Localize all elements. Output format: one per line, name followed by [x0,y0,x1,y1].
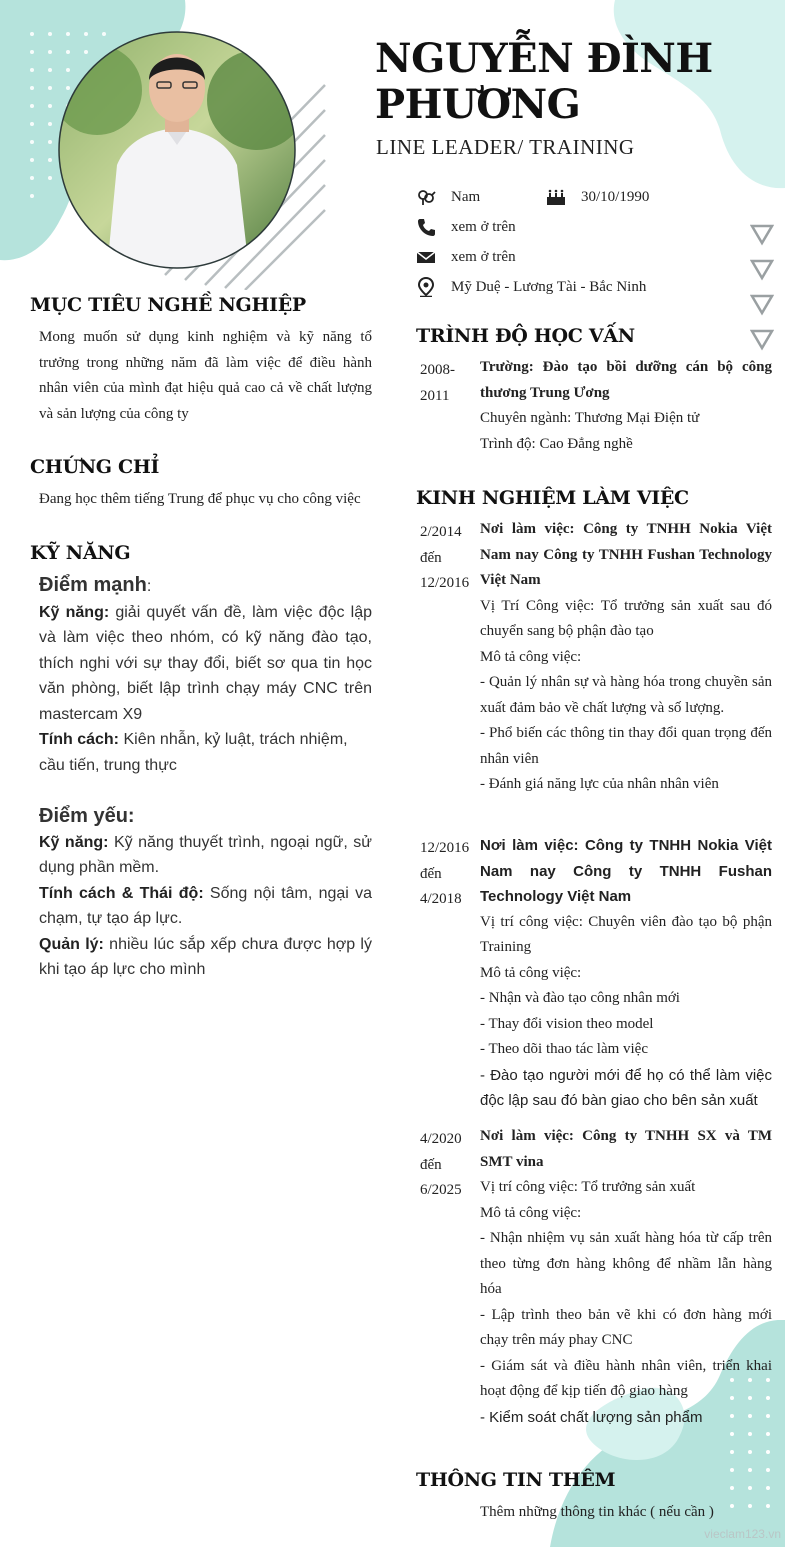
job-1-bullet: - Phổ biến các thông tin thay đổi quan trọng đến nhân viên [480,725,772,767]
education-heading: TRÌNH ĐỘ HỌC VẤN [416,325,635,347]
strength-skill-label: Kỹ năng: [39,603,110,621]
strengths-title: Điểm mạnh [39,574,147,596]
weakness-skill-text: Kỹ năng thuyết trình, ngoại ngữ, sử dụng phần mềm. [39,833,372,876]
job-3-bullet: - Lập trình theo bản vẽ khi có đơn hàng mới chạy trên máy phay CNC [480,1306,772,1348]
avatar [57,30,297,270]
name-line-2: PHƯƠNG [375,81,581,128]
extra-text: Thêm những thông tin khác ( nếu cần ) [480,1504,714,1520]
job-1-mid: đến [420,549,442,566]
job-1-to: 12/2016 [420,575,470,591]
job-1-position: Vị Trí Công việc: Tổ trưởng sản xuất sau đó chuyển sang bộ phận đào tạo [480,597,772,639]
job-2-company: Nơi làm việc: Công ty TNHH Nokia Việt Nam nay Công ty TNHH Fushan Technology Việt Nam [480,837,772,905]
job-3-company: Nơi làm việc: Công ty TNHH SX và TM SMT vina [480,1128,772,1170]
job-3-mid: đến [420,1156,442,1173]
job-1-from: 2/2014 [420,524,462,540]
education-level: Trình độ: Cao Đẳng nghề [480,435,633,452]
strength-skill-text: giải quyết vấn đề, làm việc độc lập và làm việc theo nhóm, có kỹ năng đào tạo, thích nghi với sự thay đổi, biết sơ qua tin học văn phòng, biết lập trình chạy máy CNC trên mastercam X9 [39,603,372,723]
job-3-details [480,1124,772,1430]
job-3-desc-label: Mô tả công việc: [480,1204,582,1221]
triangle-icon [750,329,774,351]
job-2-bullet: - Đào tạo người mới để họ có thể làm việc độc lập sau đó bàn giao cho bên sản xuất [480,1066,772,1109]
triangle-icon [750,259,774,281]
weakness-attitude-text: Sống nội tâm, ngại va chạm, tự tạo áp lực. [39,884,372,927]
job-2-to: 4/2018 [420,891,462,907]
objective-heading: MỤC TIÊU NGHỀ NGHIỆP [30,294,306,316]
job-3-to: 6/2025 [420,1182,462,1198]
job-title: LINE LEADER/ TRAINING [376,135,635,159]
weaknesses-title: Điểm yếu: [39,805,135,827]
mail-icon [416,247,436,267]
job-1-company: Nơi làm việc: Công ty TNHH Nokia Việt Nam nay Công ty TNHH Fushan Technology Việt Nam [480,521,772,588]
job-1-desc-label: Mô tả công việc: [480,648,582,665]
job-3-from: 4/2020 [420,1131,462,1147]
watermark: vieclam123.vn [704,1527,781,1541]
objective-text: Mong muốn sử dụng kinh nghiệm và kỹ năng tổ trưởng trong những năm đã làm việc để điều hành nhân viên của mình đạt hiệu quả cao cả về chất lượng và sản lượng của công ty [39,329,372,422]
education-details [480,355,772,457]
extra-heading: THÔNG TIN THÊM [416,1469,616,1491]
strength-personality-text: Kiên nhẫn, kỷ luật, trách nhiệm, [119,731,348,748]
strengths-block [39,573,372,778]
strength-personality-label: Tính cách: [39,731,120,748]
job-3-dates [420,1127,476,1204]
gender-icon [416,187,436,207]
location-icon [416,277,436,297]
education-date-from: 2008- [420,362,455,378]
weaknesses-block [39,804,372,983]
job-2-bullet: - Nhận và đào tạo công nhân mới [480,990,680,1006]
education-date-to: 2011 [420,387,450,404]
address-value: Mỹ Duệ - Lương Tài - Bắc Ninh [451,279,647,295]
job-1-details [480,517,772,798]
triangle-icon [750,294,774,316]
job-3-position: Vị trí công việc: Tổ trưởng sản xuất [480,1179,696,1195]
job-3-bullet: - Nhận nhiệm vụ sản xuất hàng hóa từ cấp trên theo từng đơn hàng không để nhầm lẫn hàng hóa [480,1230,772,1297]
cake-icon [546,187,566,207]
weakness-manage-label: Quản lý: [39,935,104,953]
certificates-heading: CHỨNG CHỈ [30,456,160,478]
gender-value: Nam [451,189,481,205]
strengths-colon: : [146,578,152,595]
name-line-1: NGUYỄN ĐÌNH [375,35,713,82]
job-1-bullet: - Đánh giá năng lực của nhân nhân viên [480,776,719,792]
job-2-desc-label: Mô tả công việc: [480,964,582,981]
certificates-text: Đang học thêm tiếng Trung để phục vụ cho công việc [39,491,361,507]
phone-icon [416,217,436,237]
job-1-bullet: - Quản lý nhân sự và hàng hóa trong chuyền sản xuất đảm bảo về chất lượng và số lượng. [480,674,772,716]
phone-value: xem ở trên [451,219,516,235]
job-3-bullet: - Giám sát và điều hành nhân viên, triển khai hoạt động để kịp tiến độ giao hàng [480,1357,772,1399]
candidate-name [375,36,713,128]
weakness-manage-text: nhiều lúc sắp xếp chưa được hợp lý khi tạo áp lực cho mình [39,935,372,978]
experience-heading: KINH NGHIỆM LÀM VIỆC [416,487,689,509]
birthday-value: 30/10/1990 [581,189,650,205]
job-2-bullet: - Theo dõi thao tác làm việc [480,1041,648,1057]
job-2-mid: đến [420,865,442,882]
email-value: xem ở trên [451,249,516,265]
triangle-icon [750,224,774,246]
strength-personality-text-2: cầu tiến, trung thực [39,756,177,774]
job-2-from: 12/2016 [420,840,470,856]
weakness-attitude-label: Tính cách & Thái độ: [39,884,204,902]
education-major: Chuyên ngành: Thương Mại Điện tử [480,410,700,426]
job-3-bullet: - Kiểm soát chất lượng sản phẩm [480,1408,703,1426]
job-2-dates [420,836,476,913]
education-school: Trường: Đào tạo bồi dưỡng cán bộ công thương Trung Ương [480,359,772,401]
job-2-bullet: - Thay đổi vision theo model [480,1015,654,1032]
job-2-details [480,833,772,1114]
weakness-skill-label: Kỹ năng: [39,833,109,851]
job-1-dates [420,520,476,597]
job-2-position: Vị trí công việc: Chuyên viên đào tạo bộ phận Training [480,913,772,955]
skills-heading: KỸ NĂNG [30,542,131,564]
education-date [420,358,476,409]
